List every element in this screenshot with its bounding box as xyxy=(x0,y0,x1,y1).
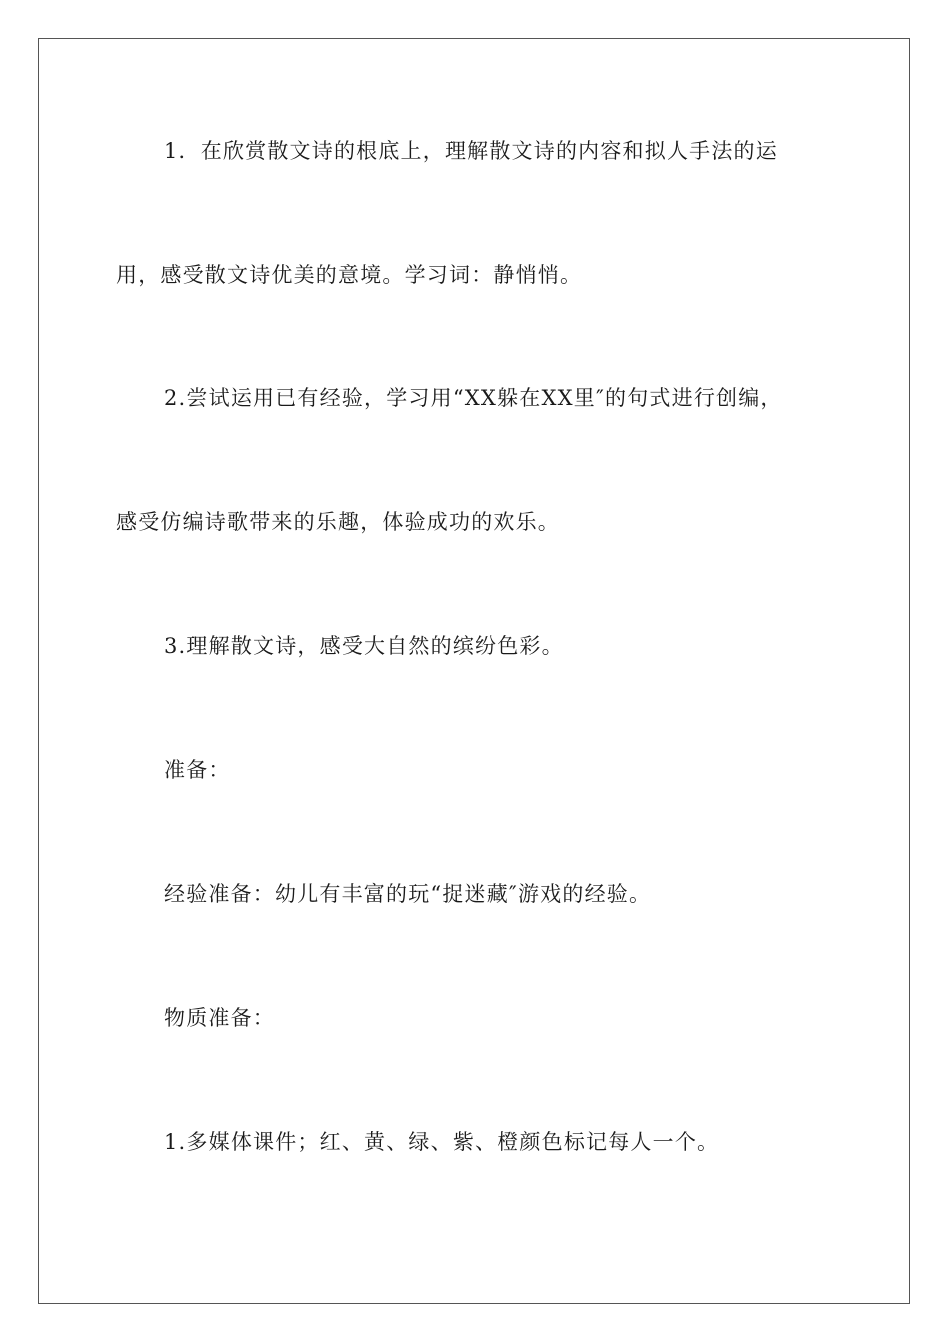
objective-1-line-1: 1．在欣赏散文诗的根底上，理解散文诗的内容和拟人手法的运 xyxy=(164,139,778,163)
objective-1-line-2: 用，感受散文诗优美的意境。学习词：静悄悄。 xyxy=(116,263,583,287)
objective-2-line-1: 2.尝试运用已有经验，学习用“XX躲在XX里″的句式进行创编， xyxy=(164,386,783,410)
material-preparation-heading: 物质准备： xyxy=(164,1006,275,1030)
objective-3: 3.理解散文诗，感受大自然的缤纷色彩。 xyxy=(164,634,564,658)
objective-2-line-2: 感受仿编诗歌带来的乐趣，体验成功的欢乐。 xyxy=(116,510,560,534)
page-border xyxy=(38,38,910,1304)
preparation-heading: 准备： xyxy=(164,758,231,782)
experience-preparation: 经验准备：幼儿有丰富的玩“捉迷藏″游戏的经验。 xyxy=(164,882,652,906)
material-item-1: 1.多媒体课件；红、黄、绿、紫、橙颜色标记每人一个。 xyxy=(164,1130,720,1154)
